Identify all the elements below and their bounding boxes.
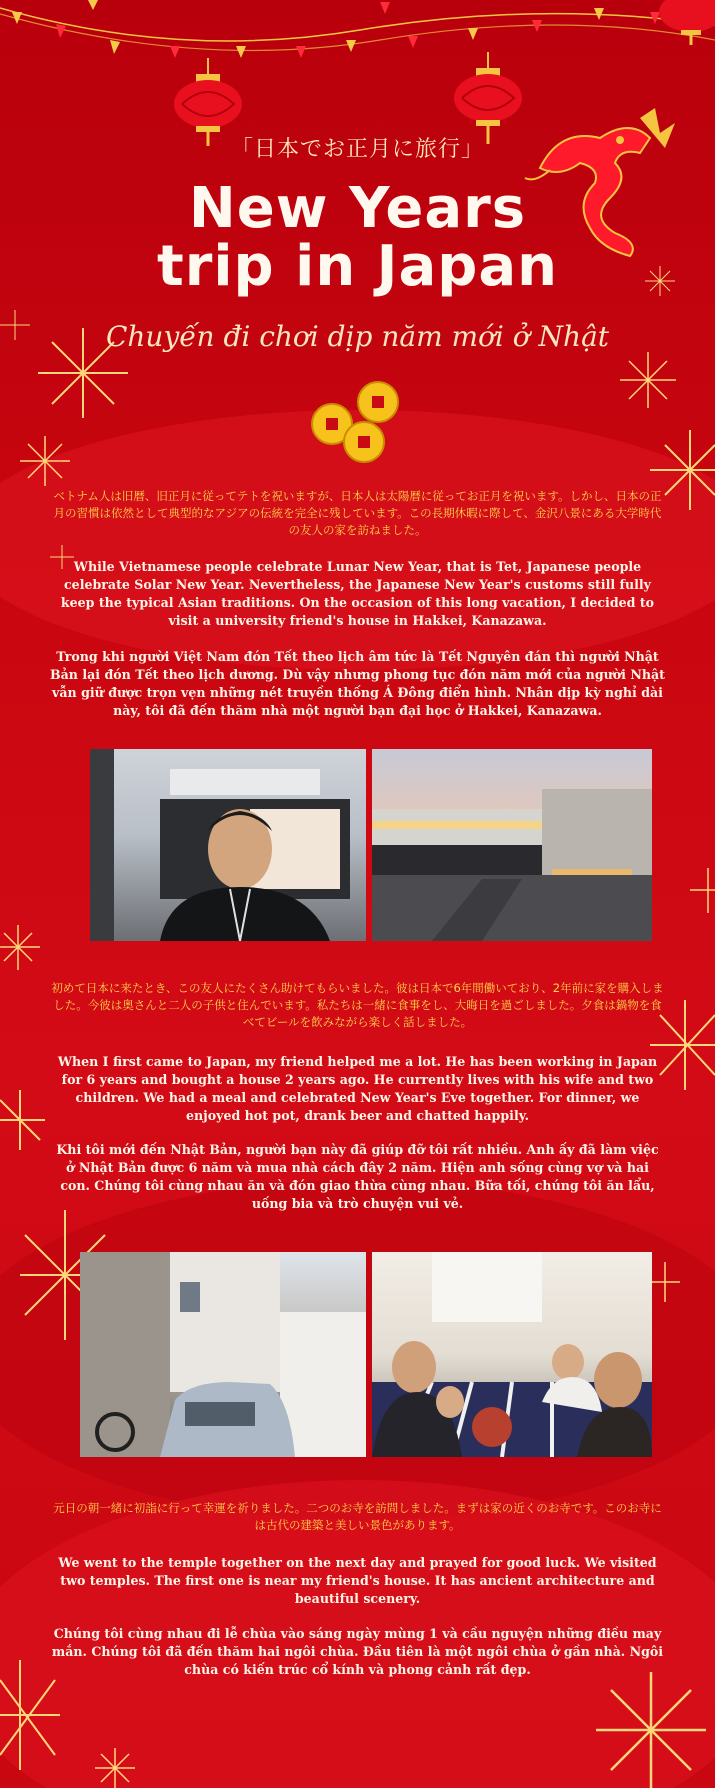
japanese-title: 「日本でお正月に旅行」 — [230, 137, 484, 162]
page-title — [0, 176, 715, 299]
sparkle-icon — [620, 352, 676, 408]
vietnamese-subtitle: Chuyến đi chơi dịp năm mới ở Nhật — [105, 320, 610, 353]
section3-jp-text: 元日の朝一緒に初詣に行って幸運を祈りました。二つのお寺を訪問しました。まずは家の近くのお寺です。このお寺には古代の建築と美しい景色があります。 — [53, 1501, 662, 1532]
section2-jp-text: 初めて日本に来たとき、この友人にたくさん助けてもらいました。彼は日本で6年間働いており、2年前に家を購入しました。今彼は奥さんと二人の子供と住んでいます。私たちは一緒に食事をし、大晦日を過ごしました。夕食は鍋物を食べてビールを飲みながら楽しく話しました。 — [51, 981, 664, 1029]
lantern-icon — [655, 0, 715, 45]
sparkle-icon — [650, 1262, 680, 1302]
section1-jp-text: ベトナム人は旧暦、旧正月に従ってテトを祝いますが、日本人は太陽暦に従ってお正月を祝います。しかし、日本の正月の習慣は依然として典型的なアジアの伝統を完全に残しています。この長期休暇に際して、金沢八景にある大学時代の友人の家を訪ねました。 — [53, 489, 662, 537]
sparkle-icon — [20, 436, 70, 486]
section2-en-text: When I first came to Japan, my friend helped me a lot. He has been working in Japan for 6 years and bought a house 2 years ago. He currently lives with his wife and two children. We had a meal and celebrated New Year's Eve together. For dinner, we enjoyed hot pot, drank beer and chatted happily. — [57, 1054, 658, 1123]
title-line-1: New Years — [188, 176, 527, 241]
section3-en-text: We went to the temple together on the next day and prayed for good luck. We visited two temples. The first one is near my friend's house. It has ancient architecture and beautiful scenery. — [58, 1555, 657, 1606]
sparkle-icon — [690, 868, 715, 913]
title-line-2: trip in Japan — [156, 234, 559, 299]
photo-house-car — [80, 1252, 366, 1457]
bunting-garland — [0, 0, 715, 70]
section1-vn-text: Trong khi người Việt Nam đón Tết theo lịch âm tức là Tết Nguyên đán thì người Nhật Bản lại đón Tết theo lịch dương. Dù vậy nhưng phong tục đón năm mới của người Nhật vẫn giữ được trọn vẹn những nét truyền thống Á Đông điển hình. Nhân dịp kỳ nghỉ dài này, tôi đã đến thăm nhà một người bạn đại học ở Hakkei, Kanazawa. — [50, 649, 665, 718]
coins-icon — [308, 378, 404, 464]
sparkle-icon — [95, 1748, 135, 1788]
section1-en-text: While Vietnamese people celebrate Lunar New Year, that is Tet, Japanese people celebrate Solar New Year. Nevertheless, the Japanese New Year's customs still fully keep the typical Asian traditions. On the occasion of this long vacation, I decided to visit a university friend's house in Hakkei, Kanazawa. — [60, 559, 655, 628]
photo-new-years-dinner — [372, 1252, 652, 1457]
photo-station-evening — [372, 749, 652, 941]
photo-selfie-station — [90, 749, 366, 941]
section3-vn-text: Chúng tôi cùng nhau đi lễ chùa vào sáng ngày mùng 1 và cầu nguyện những điều may mắn. Chúng tôi đã đến thăm hai ngôi chùa. Đầu tiên là một ngôi chùa ở gần nhà. Ngôi chùa có kiến trúc cổ kính và phong cảnh rất đẹp. — [51, 1626, 664, 1677]
sparkle-icon — [0, 1090, 45, 1150]
sparkle-icon — [596, 1672, 706, 1788]
section2-vn-text: Khi tôi mới đến Nhật Bản, người bạn này đã giúp đỡ tôi rất nhiều. Anh ấy đã làm việc ở Nhật Bản được 6 năm và mua nhà cách đây 2 năm. Hiện anh sống cùng vợ và hai con. Chúng tôi cùng nhau ăn và đón giao thừa cùng nhau. Bữa tối, chúng tôi ăn lẩu, uống bia và trò chuyện vui vẻ. — [56, 1142, 659, 1211]
sparkle-icon — [0, 925, 40, 970]
